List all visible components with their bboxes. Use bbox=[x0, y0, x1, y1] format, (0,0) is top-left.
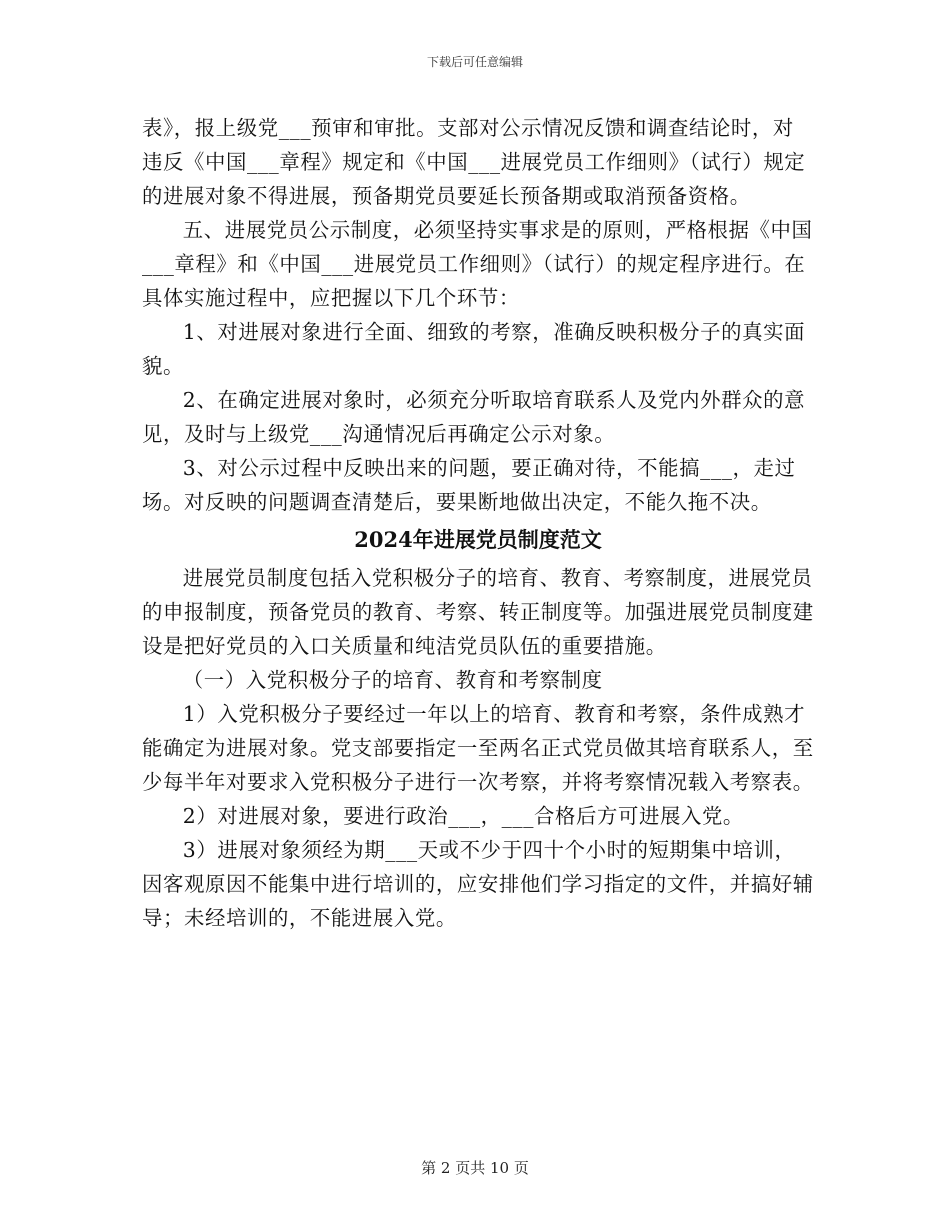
paragraph-item-1: 1、对进展对象进行全面、细致的考察，准确反映积极分子的真实面貌。 bbox=[142, 320, 806, 378]
paragraph-item-3: 3、对公示过程中反映出来的问题，要正确对待，不能搞___，走过场。对反映的问题调查清楚后，要果断地做出决定，不能久拖不决。 bbox=[142, 456, 796, 514]
paragraph-continued: 表》，报上级党___预审和审批。支部对公示情况反馈和调查结论时，对违反《中国___章程》规定和《中国___进展党员工作细则》（试行）规定的进展对象不得进展，预备期党员要延长预备期或取消预备资格。 bbox=[142, 116, 806, 208]
page-header: 下载后可任意编辑 bbox=[426, 55, 523, 69]
section-title: 2024年进展党员制度范文 bbox=[354, 527, 602, 552]
paragraph-intro: 进展党员制度包括入党积极分子的培育、教育、考察制度，进展党员的申报制度，预备党员的教育、考察、转正制度等。加强进展党员制度建设是把好党员的入口关质量和纯洁党员队伍的重要措施。 bbox=[142, 566, 814, 658]
document-body bbox=[142, 111, 814, 935]
paragraph-item-2: 2、在确定进展对象时，必须充分听取培育联系人及党内外群众的意见，及时与上级党___沟通情况后再确定公示对象。 bbox=[142, 388, 806, 446]
paragraph-rule-2: 2）对进展对象，要进行政治___，___合格后方可进展入党。 bbox=[182, 804, 744, 828]
paragraph-subheading: （一）入党积极分子的培育、教育和考察制度 bbox=[182, 668, 603, 692]
paragraph-rule-3: 3）进展对象须经为期___天或不少于四十个小时的短期集中培训，因客观原因不能集中进行培训的，应安排他们学习指定的文件，并搞好辅导；未经培训的，不能进展入党。 bbox=[142, 838, 814, 930]
paragraph-section-five: 五、进展党员公示制度，必须坚持实事求是的原则，严格根据《中国___章程》和《中国___进展党员工作细则》（试行）的规定程序进行。在具体实施过程中，应把握以下几个环节： bbox=[142, 218, 813, 310]
page-footer: 第 2 页共 10 页 bbox=[421, 1159, 529, 1177]
paragraph-rule-1: 1）入党积极分子要经过一年以上的培育、教育和考察，条件成熟才能确定为进展对象。党支部要指定一至两名正式党员做其培育联系人，至少每半年对要求入党积极分子进行一次考察，并将考察情况载入考察表。 bbox=[142, 702, 814, 794]
